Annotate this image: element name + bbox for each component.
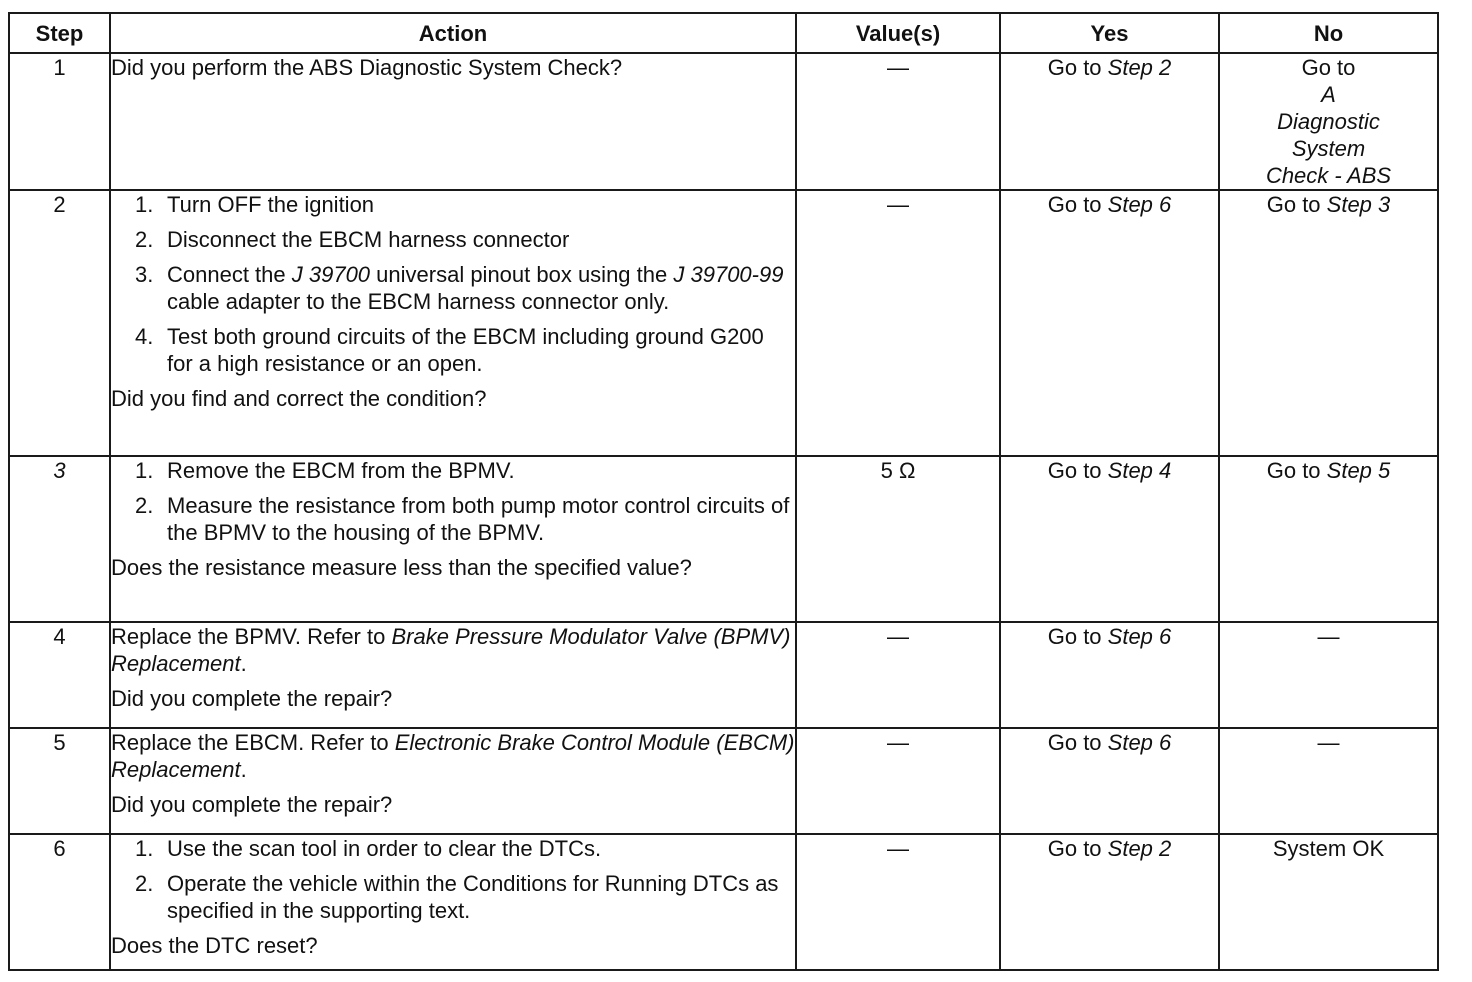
table-row: [9, 728, 1438, 834]
action-cell: [110, 834, 796, 970]
table-row: [9, 456, 1438, 622]
step-number: 1: [9, 53, 110, 190]
no-cell: —: [1219, 728, 1438, 834]
header-step: Step: [9, 13, 110, 53]
value-cell: —: [796, 834, 1000, 970]
action-question: Did you complete the repair?: [111, 792, 393, 817]
no-cell: —: [1219, 622, 1438, 728]
table-row: [9, 622, 1438, 728]
action-step-item: 2. Disconnect the EBCM harness connector: [135, 227, 570, 252]
yes-prefix: Go to: [1047, 55, 1108, 80]
value-cell: —: [796, 190, 1000, 456]
yes-step-link[interactable]: Step 6: [1107, 730, 1172, 755]
tool-ref: J 39700: [291, 262, 371, 287]
no-step-link[interactable]: Step 5: [1326, 458, 1391, 483]
header-row: [9, 13, 1438, 53]
value-cell: 5 Ω: [796, 456, 1000, 622]
action-cell: [110, 728, 796, 834]
no-link-line1: A: [1321, 82, 1336, 107]
action-question: Did you find and correct the condition?: [111, 386, 487, 411]
value-cell: —: [796, 53, 1000, 190]
header-action: Action: [110, 13, 796, 53]
action-question: Does the DTC reset?: [111, 933, 318, 958]
yes-step-link[interactable]: Step 6: [1107, 624, 1172, 649]
no-step-link[interactable]: Step 3: [1326, 192, 1391, 217]
yes-cell[interactable]: [1000, 53, 1219, 190]
header-value: Value(s): [796, 13, 1000, 53]
action-step-item: 1. Turn OFF the ignition: [135, 192, 375, 217]
action-instruction: Replace the BPMV. Refer to Brake Pressure Modulator Valve (BPMV) Replacement.: [111, 624, 791, 676]
no-link-line4: Check - ABS: [1265, 163, 1392, 188]
procedure-ref[interactable]: Electronic Brake Control Module (EBCM) Replacement: [111, 730, 795, 782]
yes-step-link[interactable]: Step 2: [1107, 836, 1172, 861]
action-cell: [110, 190, 796, 456]
no-result: System OK: [1219, 834, 1438, 970]
action-question: Does the resistance measure less than the specified value?: [111, 555, 692, 580]
action-cell: [110, 53, 796, 190]
tool-ref: J 39700-99: [673, 262, 784, 287]
step-number: 5: [9, 728, 110, 834]
action-step-item: 2. Operate the vehicle within the Conditions for Running DTCs as specified in the supporting text.: [135, 871, 779, 923]
action-steps: [111, 835, 795, 924]
step-number: 6: [9, 834, 110, 970]
yes-step-link[interactable]: Step 6: [1107, 192, 1172, 217]
action-steps: [111, 191, 795, 377]
header-yes: Yes: [1000, 13, 1219, 53]
action-cell: [110, 622, 796, 728]
yes-step-link[interactable]: Step 4: [1107, 458, 1172, 483]
diagnostic-table: [8, 12, 1439, 971]
header-no: No: [1219, 13, 1438, 53]
action-step-item: 2. Measure the resistance from both pump motor control circuits of the BPMV to the housing of the BPMV.: [135, 493, 790, 545]
action-step-item: 4. Test both ground circuits of the EBCM including ground G200 for a high resistance or an open.: [135, 324, 764, 376]
no-cell[interactable]: Go to Step 5: [1219, 456, 1438, 622]
action-instruction: Replace the EBCM. Refer to Electronic Brake Control Module (EBCM) Replacement.: [111, 730, 795, 782]
no-link-line2: Diagnostic: [1277, 109, 1380, 134]
value-cell: —: [796, 728, 1000, 834]
yes-cell[interactable]: Go to Step 2: [1000, 834, 1219, 970]
action-question: Did you complete the repair?: [111, 686, 393, 711]
yes-cell[interactable]: Go to Step 6: [1000, 190, 1219, 456]
table-row: [9, 53, 1438, 190]
action-step-item: 3. Connect the J 39700 universal pinout box using the J 39700-99 cable adapter to the EBCM harness connector only.: [135, 262, 784, 314]
step-number: 2: [9, 190, 110, 456]
yes-cell[interactable]: Go to Step 6: [1000, 728, 1219, 834]
no-cell[interactable]: [1219, 53, 1438, 190]
yes-step-link[interactable]: Step 2: [1107, 55, 1172, 80]
action-step-item: 1. Use the scan tool in order to clear the DTCs.: [135, 836, 602, 861]
yes-cell[interactable]: Go to Step 6: [1000, 622, 1219, 728]
value-cell: —: [796, 622, 1000, 728]
table-row: [9, 834, 1438, 970]
action-cell: [110, 456, 796, 622]
no-cell[interactable]: Go to Step 3: [1219, 190, 1438, 456]
table-row: [9, 190, 1438, 456]
action-step-item: 1. Remove the EBCM from the BPMV.: [135, 458, 515, 483]
no-link[interactable]: [1220, 54, 1437, 189]
step-number: 3: [9, 456, 110, 622]
procedure-ref[interactable]: Brake Pressure Modulator Valve (BPMV) Replacement: [111, 624, 791, 676]
no-link-line3: System: [1291, 136, 1366, 161]
yes-cell[interactable]: Go to Step 4: [1000, 456, 1219, 622]
no-prefix: Go to: [1301, 55, 1356, 80]
action-question: Did you perform the ABS Diagnostic System Check?: [111, 55, 623, 80]
action-steps: [111, 457, 795, 546]
step-number: 4: [9, 622, 110, 728]
